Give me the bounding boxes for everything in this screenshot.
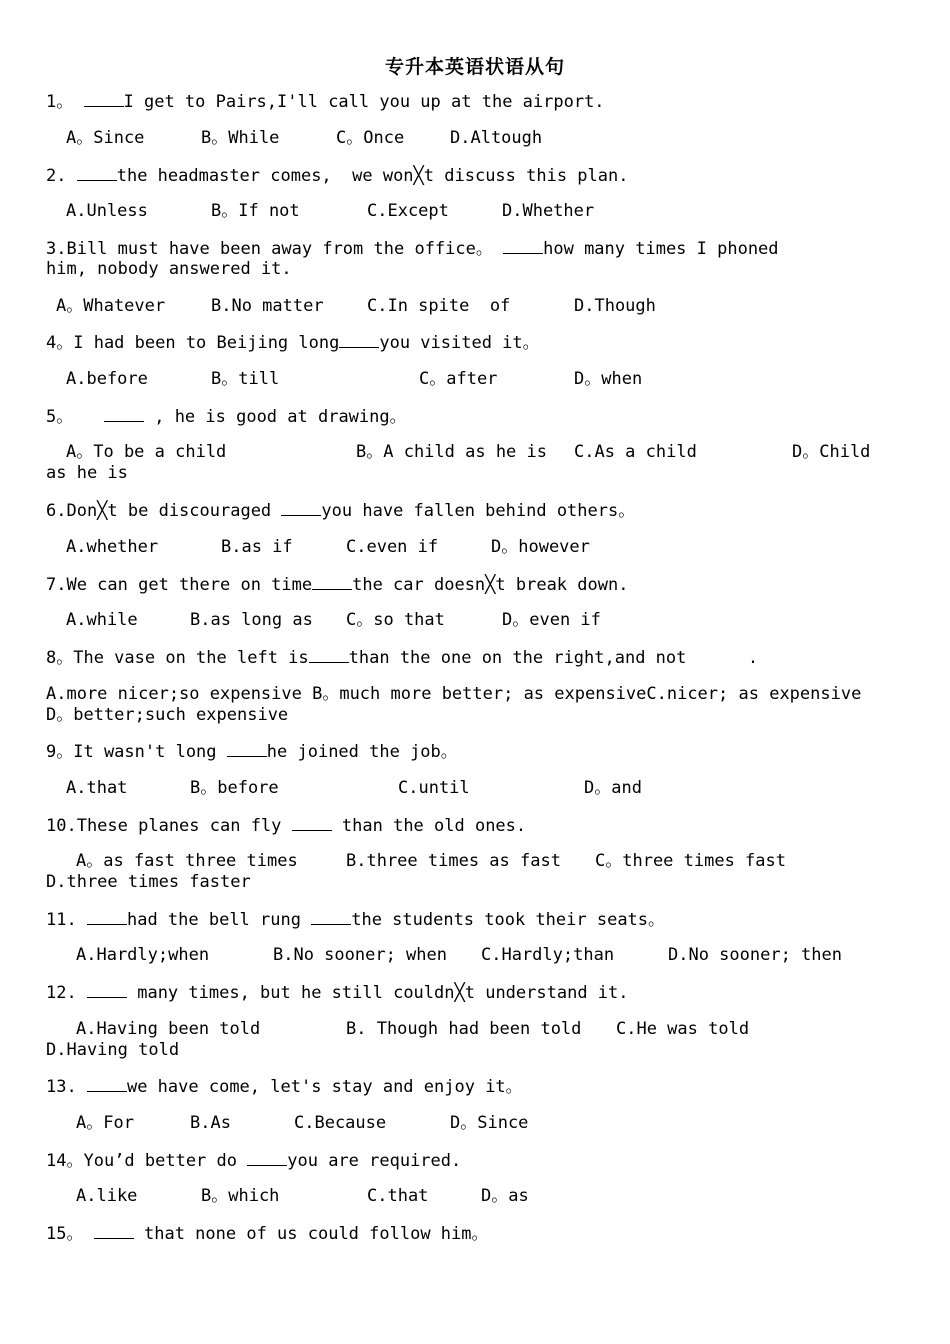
option-a: A.Unless <box>66 201 148 221</box>
question-9 <box>46 741 458 763</box>
question-13-text: we have come, let's stay and enjoy it。 <box>126 1077 523 1097</box>
option-b: B。before <box>190 778 279 798</box>
question-6-number: 6.Don╳t be discouraged <box>46 501 272 521</box>
option-c: C.Hardly;than <box>481 945 615 965</box>
question-8-number: 8。The vase on the left is <box>46 648 309 668</box>
question-4-text: you visited it。 <box>379 333 540 353</box>
option-d: D。however <box>491 537 590 557</box>
option-a: A.before <box>66 369 148 389</box>
answer-blank[interactable] <box>87 982 127 998</box>
option-continued: as he is <box>46 463 128 483</box>
question-6-text: you have fallen behind others。 <box>321 501 636 521</box>
option-a: A。To be a child <box>66 442 227 462</box>
answer-blank[interactable] <box>77 165 117 181</box>
option-b: B。While <box>201 128 280 148</box>
question-3-text: how many times I phoned <box>543 239 779 259</box>
answer-blank[interactable] <box>281 500 321 516</box>
option-b: B。which <box>201 1186 280 1206</box>
question-14-text: you are required. <box>287 1151 462 1171</box>
option-d: D.three times faster <box>46 872 251 892</box>
option-a: A。Whatever <box>56 296 166 316</box>
option-d: D。even if <box>502 610 601 630</box>
option-c: C.He was told <box>616 1019 750 1039</box>
answer-blank[interactable] <box>104 406 144 422</box>
option-a: A。as fast three times <box>76 851 298 871</box>
option-d: D。Since <box>450 1113 529 1133</box>
option-c: C.Because <box>294 1113 387 1133</box>
question-2 <box>46 165 628 187</box>
question-15 <box>46 1223 489 1245</box>
question-4-number: 4。I had been to Beijing long <box>46 333 340 353</box>
option-c: C。three times fast <box>595 851 786 871</box>
question-11-text-end: the students took their seats。 <box>351 910 666 930</box>
option-d: D。as <box>481 1186 529 1206</box>
option-b: B。A child as he is <box>356 442 547 462</box>
question-8-text: than the one on the right,and not <box>348 648 687 668</box>
question-8-options: A.more nicer;so expensive B。much more better; as expensiveC.nicer; as expensive <box>46 684 862 704</box>
question-7-text: the car doesn╳t break down. <box>352 575 629 595</box>
question-7-number: 7.We can get there on time <box>46 575 313 595</box>
question-3 <box>46 238 779 260</box>
question-1-number: 1。 <box>46 92 74 112</box>
option-c: C。Once <box>336 128 405 148</box>
option-b: B.as long as <box>190 610 313 630</box>
option-c: C.even if <box>346 537 439 557</box>
question-1-text: I get to Pairs,I'll call you up at the airport. <box>123 92 605 112</box>
option-b: B.No sooner; when <box>273 945 447 965</box>
question-3-continued: him, nobody answered it. <box>46 259 292 279</box>
option-c: C.until <box>398 778 470 798</box>
answer-blank[interactable] <box>227 741 267 757</box>
option-a: A.like <box>76 1186 138 1206</box>
answer-blank[interactable] <box>292 815 332 831</box>
question-14-number: 14。You’d better do <box>46 1151 237 1171</box>
option-d: D。Child <box>792 442 871 462</box>
question-1 <box>46 91 605 113</box>
option-a: A.while <box>66 610 138 630</box>
answer-blank[interactable] <box>503 238 543 254</box>
answer-blank[interactable] <box>84 91 124 107</box>
answer-blank[interactable] <box>339 332 379 348</box>
option-c: C.that <box>367 1186 429 1206</box>
question-12-text: many times, but he still couldn╳t understand it. <box>137 983 629 1003</box>
question-8 <box>46 647 758 669</box>
option-d: D.No sooner; then <box>668 945 842 965</box>
question-8-options-continued: D。better;such expensive <box>46 705 289 725</box>
option-c: C。so that <box>346 610 445 630</box>
question-2-number: 2. <box>46 166 67 186</box>
answer-blank[interactable] <box>247 1150 287 1166</box>
answer-blank[interactable] <box>309 647 349 663</box>
question-7 <box>46 574 628 596</box>
option-d: D.Though <box>574 296 656 316</box>
question-8-end: . <box>747 648 759 668</box>
question-11-number: 11. <box>46 910 77 930</box>
option-b: B。till <box>211 369 280 389</box>
question-13-number: 13. <box>46 1077 77 1097</box>
question-5-number: 5。 <box>46 407 74 427</box>
option-d: D.Whether <box>502 201 595 221</box>
option-a: A.that <box>66 778 128 798</box>
option-a: A.whether <box>66 537 159 557</box>
option-b: B.as if <box>221 537 293 557</box>
question-2-text: the headmaster comes, we won╳t discuss this plan. <box>116 166 629 186</box>
option-a: A.Hardly;when <box>76 945 210 965</box>
answer-blank[interactable] <box>312 574 352 590</box>
option-b: B.three times as fast <box>346 851 561 871</box>
option-a: A。For <box>76 1113 134 1133</box>
option-a: A。Since <box>66 128 145 148</box>
question-10-text: than the old ones. <box>341 816 527 836</box>
answer-blank[interactable] <box>87 909 127 925</box>
question-11 <box>46 909 665 931</box>
question-13 <box>46 1076 523 1098</box>
question-14 <box>46 1150 461 1172</box>
option-d: D。when <box>574 369 643 389</box>
question-5 <box>46 406 407 428</box>
question-10 <box>46 815 526 837</box>
option-d: D.Altough <box>450 128 543 148</box>
option-d: D。and <box>584 778 642 798</box>
question-4 <box>46 332 540 354</box>
question-11-text: had the bell rung <box>126 910 301 930</box>
option-a: A.Having been told <box>76 1019 261 1039</box>
option-b: B. Though had been told <box>346 1019 582 1039</box>
answer-blank[interactable] <box>87 1076 127 1092</box>
question-3-number: 3.Bill must have been away from the office。 <box>46 239 493 259</box>
option-b: B.As <box>190 1113 231 1133</box>
question-10-number: 10.These planes can fly <box>46 816 282 836</box>
question-12 <box>46 982 629 1004</box>
question-9-text: he joined the job。 <box>266 742 458 762</box>
option-c: C.Except <box>367 201 449 221</box>
question-6 <box>46 500 635 522</box>
option-c: C。after <box>419 369 498 389</box>
question-5-text: , he is good at drawing。 <box>154 407 407 427</box>
question-15-text: that none of us could follow him。 <box>143 1224 489 1244</box>
answer-blank[interactable] <box>311 909 351 925</box>
page-title: 专升本英语状语从句 <box>384 56 565 78</box>
option-c: C.In spite of <box>367 296 511 316</box>
option-b: B.No matter <box>211 296 324 316</box>
question-15-number: 15。 <box>46 1224 84 1244</box>
option-b: B。If not <box>211 201 300 221</box>
question-12-number: 12. <box>46 983 77 1003</box>
option-d: D.Having told <box>46 1040 180 1060</box>
answer-blank[interactable] <box>94 1223 134 1239</box>
option-c: C.As a child <box>574 442 697 462</box>
question-9-number: 9。It wasn't long <box>46 742 217 762</box>
